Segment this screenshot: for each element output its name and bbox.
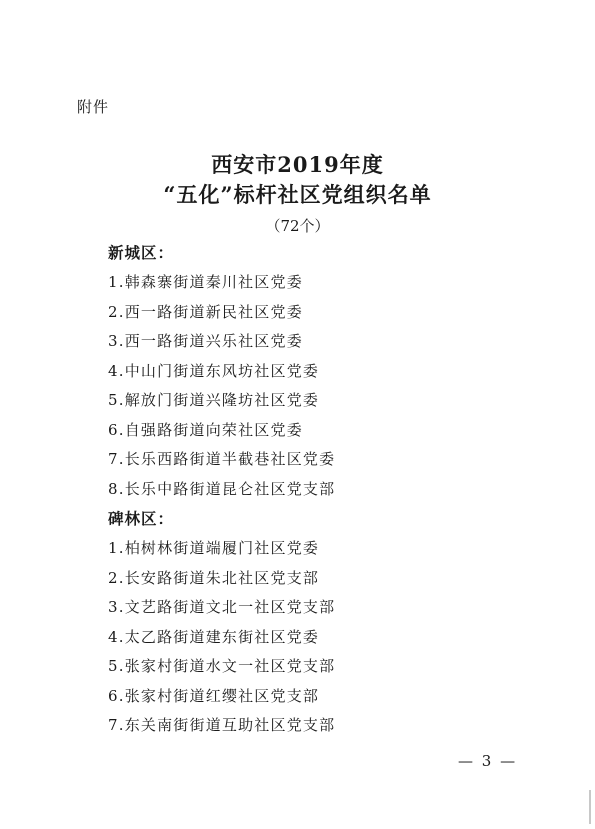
scan-edge-mark — [589, 790, 591, 824]
list-item: 8.长乐中路街道昆仑社区党支部 — [108, 479, 336, 498]
list-item: 4.太乙路街道建东街社区党委 — [108, 627, 320, 646]
organization-list — [108, 238, 528, 741]
list-item: 5.张家村街道水文一社区党支部 — [108, 657, 336, 675]
list-item: 7.长乐西路街道半截巷社区党委 — [108, 450, 336, 468]
organization-count: （72个） — [265, 217, 330, 235]
list-item: 6.自强路街道向荣社区党委 — [108, 420, 303, 439]
list-item: 2.长安路街道朱北社区党支部 — [108, 568, 320, 587]
list-item: 3.文艺路街道文北一社区党支部 — [108, 598, 336, 616]
district-section-beilin — [108, 504, 528, 741]
list-item: 7.东关南街街道互助社区党支部 — [108, 716, 336, 734]
list-item: 4.中山门街道东风坊社区党委 — [108, 361, 320, 380]
page-number: — 3 — — [458, 752, 518, 770]
list-item: 1.柏树林街道端履门社区党委 — [108, 539, 320, 557]
attachment-label: 附件 — [77, 98, 110, 116]
district-heading: 碑林区： — [108, 510, 175, 528]
list-item: 1.韩森寨街道秦川社区党委 — [108, 273, 303, 291]
document-title-line2: “五化”标杆社区党组织名单 — [163, 182, 432, 207]
list-item: 6.张家村街道红缨社区党支部 — [108, 686, 320, 705]
list-item: 2.西一路街道新民社区党委 — [108, 302, 303, 321]
district-heading: 新城区： — [108, 244, 175, 262]
title-block — [0, 150, 595, 240]
district-section-xincheng — [108, 238, 528, 504]
list-item: 3.西一路街道兴乐社区党委 — [108, 332, 303, 350]
document-title-line1: 西安市2019年度 — [211, 152, 384, 177]
list-item: 5.解放门街道兴隆坊社区党委 — [108, 391, 320, 409]
